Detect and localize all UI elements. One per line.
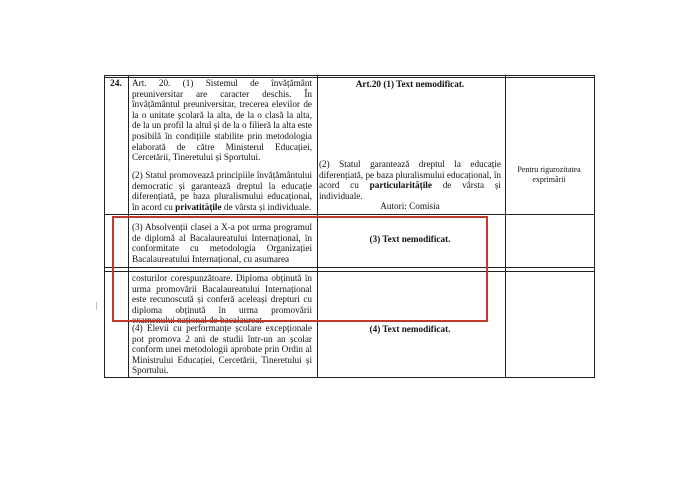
row-number: 24.	[110, 79, 122, 89]
paragraph-2-bold: privatitățile	[175, 201, 222, 212]
proposal-text-3: (3) Text nemodificat.	[369, 234, 451, 244]
proposal-2-bold: particularitățile	[369, 180, 432, 191]
article-paragraph-3-bottom: costurilor corespunzătoare. Diploma obținută în urma promovării Bacalaureatului Internațional este recunoscută și conferă aceleași drepturi cu diploma obținută în urma promovării examenului național de bacalaureat.	[132, 273, 312, 326]
col-divider-2	[317, 75, 318, 377]
article-paragraph-3-top: (3) Absolvenții clasei a X-a pot urma programul de diplomă al Bacalaureatului Internațional, în conformitate cu metodologia Organizației Bacalaureatului Internațional, cu asumarea	[132, 222, 312, 264]
proposal-text-1: Art.20 (1) Text nemodificat.	[355, 79, 465, 89]
row-divider	[104, 214, 595, 215]
proposal-paragraph-2	[319, 159, 501, 212]
article-paragraph-2	[132, 170, 312, 212]
article-paragraph-1: Art. 20. (1) Sistemul de învățământ preuniversitar are caracter deschis. În învățământul preuniversitar, trecerea elevilor de la o unitate școlară la alta, de la o clasă la alta, de la un profil la altul și de la o filieră la alta este posibilă în condițiile stabilite prin metodologia elaborată de către Ministerul Educației, Cercetării, Tineretului și Sportului.	[132, 78, 312, 163]
page-break-top	[104, 267, 595, 268]
table-top-border	[104, 75, 595, 76]
paragraph-2-end: de vârsta și individuale.	[223, 201, 312, 212]
table-bottom-border	[104, 377, 595, 378]
col-divider-3	[505, 75, 506, 377]
col-divider-1	[128, 75, 129, 377]
proposal-text-4: (4) Text nemodificat.	[369, 324, 451, 334]
proposal-author: Autori: Comisia	[380, 201, 440, 212]
proposal-2-text: (2) Statul garantează dreptul la educație diferențiată, pe baza pluralismului educațional, în acord cu	[319, 159, 501, 191]
proposal-2-end: de vârsta și individuale.	[319, 180, 501, 201]
table-left-border	[104, 75, 105, 377]
paragraph-2-text: (2) Statul promovează principiile învățământului democratic și garantează dreptul la educație diferențiată, pe baza pluralismului educațional, în acord cu	[132, 170, 312, 212]
page-break-bottom	[104, 271, 595, 272]
motivation-note: Pentru rigurozitatea exprimării	[517, 165, 581, 184]
margin-mark: |	[96, 301, 98, 310]
table-right-border	[594, 75, 595, 377]
article-paragraph-4: (4) Elevii cu performanțe școlare excepționale pot promova 2 ani de studii într-un an școlar conform unei metodologii aprobate prin Ordin al Ministrului Educației, Cercetării, Tineretului și Sportului.	[132, 323, 312, 376]
